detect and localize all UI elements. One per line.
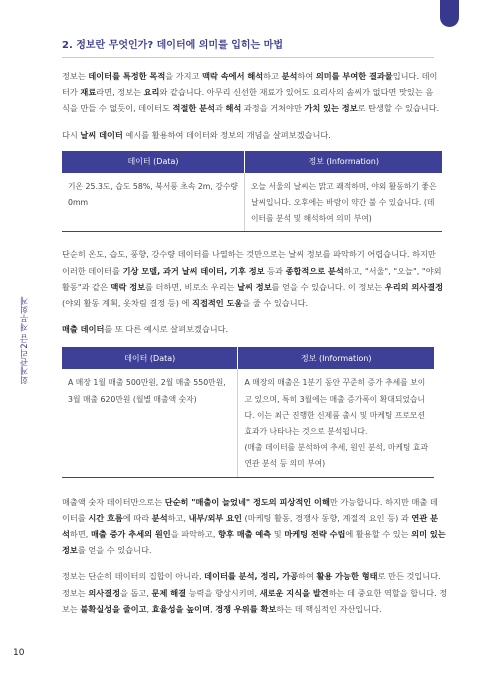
paragraph-conclusion (62, 568, 448, 617)
section-title: 2. 정보란 무엇인가? 데이터에 의미를 입히는 마법 (62, 36, 434, 58)
table-header-data: 데이터 (Data) (62, 151, 244, 173)
paragraph-line: 터가 재료라면, 정보는 요리와 같습니다. 아무리 신선한 재료가 있어도 요리사의 솜씨가 없다면 맛있는 음 (62, 87, 434, 98)
sales-table (62, 347, 434, 477)
data-cell: A 매장 1월 매출 500만원, 2월 매출 550만원, 3월 매출 620만원 (월별 매출액 숫자) (62, 369, 238, 477)
table-row (62, 173, 442, 232)
paragraph-line: 단순히 온도, 습도, 풍향, 강수량 데이터를 나열하는 것만으로는 날씨 정보를 파악하기 어렵습니다. 하지만 (62, 249, 436, 260)
paragraph-sales-analysis (62, 494, 446, 559)
side-chapter-label: 회계관리2급 재무회계 (20, 296, 30, 384)
paragraph-line: 활동"과 같은 맥락 정보를 더하면, 비로소 우리는 날씨 정보를 얻을 수 있습니다. 이 정보는 우리의 의사결정 (62, 281, 443, 292)
paragraph-weather-analysis (62, 246, 443, 311)
paragraph-line: 정보는 의사결정을 돕고, 문제 해결 능력을 향상시키며, 새로운 지식을 발견하는 데 중요한 역할을 합니다. 정 (62, 587, 448, 598)
table-header-data: 데이터 (Data) (62, 347, 238, 369)
paragraph-line: 보는 불확실성을 줄이고, 효율성을 높이며, 경쟁 우위를 확보하는 데 핵심적인 자산입니다. (62, 603, 382, 614)
paragraph-line: 이러한 데이터를 기상 모델, 과거 날씨 데이터, 기후 정보 등과 종합적으로 분석하고, "서울", "오늘", "야외 (62, 265, 442, 276)
table-row (62, 369, 434, 477)
weather-table (62, 151, 442, 233)
paragraph-line: 이터를 시간 흐름에 따라 분석하고, 내부/외부 요인 (마케팅 활동, 경쟁사 동향, 계절적 요인 등) 과 연관 분 (62, 512, 438, 523)
paragraph-line: 정보는 데이터를 특정한 목적을 가지고 맥락 속에서 해석하고 분석하여 의미를 부여한 결과물입니다. 데이 (62, 71, 438, 81)
paragraph-weather-lead: 다시 날씨 데이터 예시를 활용하여 데이터와 정보의 개념을 살펴보겠습니다. (62, 129, 331, 140)
paragraph-sales-lead: 매출 데이터를 또 다른 예시로 살펴보겠습니다. (62, 324, 229, 335)
table-header-information: 정보 (Information) (238, 347, 434, 369)
information-cell: A 매장의 매출은 1분기 동안 꾸준히 증가 추세를 보이 고 있으며, 특히 3월에는 매출 증가폭이 확대되었습니 다. 이는 최근 진행한 신제품 출시 및 마케팅 프로모션 효과가 나타나는 것으로 분석됩니다. (매출 데이터를 분석하여 추세, 원인 분석, 마케팅 효과 연관 분석 등 의미 부여) (238, 369, 434, 477)
paragraph-line: 매출액 숫자 데이터만으로는 단순히 "매출이 늘었네" 정도의 피상적인 이해만 가능합니다. 하지만 매출 데 (62, 496, 438, 507)
paragraph-line: 정보는 단순히 데이터의 집합이 아니라, 데이터를 분석, 정리, 가공하여 활용 가능한 형태로 만든 것입니다. (62, 571, 441, 582)
data-cell: 기온 25.3도, 습도 58%, 북서풍 초속 2m, 강수량 0mm (62, 173, 244, 232)
paragraph-line: 식을 만들 수 없듯이, 데이터도 적절한 분석과 해석 과정을 거쳐야만 가치 있는 정보로 탄생할 수 있습니다. (62, 103, 440, 114)
paragraph-line: 정보를 얻을 수 있습니다. (62, 545, 152, 556)
page-corner-tab (440, 0, 459, 27)
paragraph-intro (62, 68, 440, 117)
page-number: 10 (13, 648, 25, 658)
information-cell: 오늘 서울의 날씨는 맑고 쾌적하며, 야외 활동하기 좋은 날씨입니다. 오후에는 바람이 약간 불 수 있습니다. (데 이터를 분석 및 해석하여 의미 부여) (244, 173, 442, 232)
table-header-information: 정보 (Information) (244, 151, 442, 173)
paragraph-line: (야외 활동 계획, 옷차림 결정 등) 에 직접적인 도움을 줄 수 있습니다. (62, 298, 309, 309)
paragraph-line: 석하면, 매출 증가 추세의 원인을 파악하고, 향후 매출 예측 및 마케팅 전략 수립에 활용할 수 있는 의미 있는 (62, 529, 446, 540)
page-content (62, 36, 448, 617)
